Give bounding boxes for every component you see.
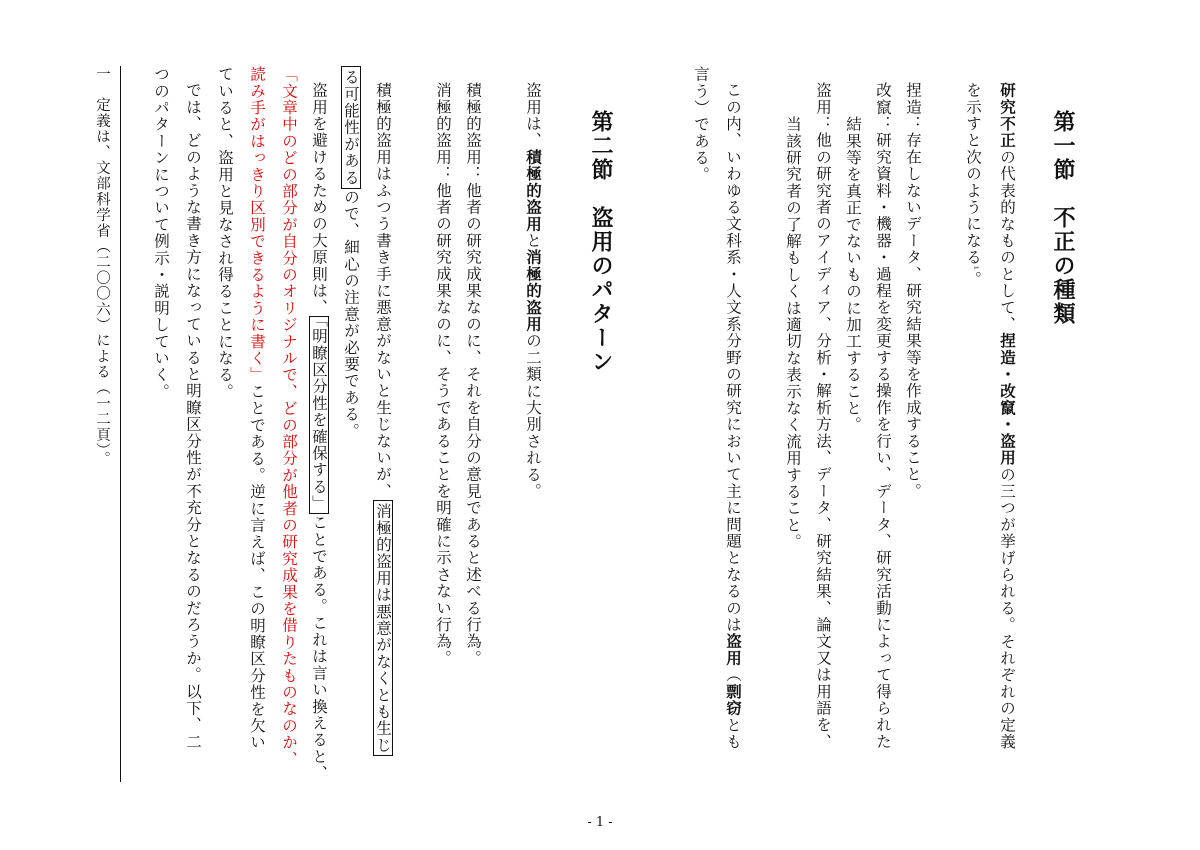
- definition-falsification-a: 改竄：研究資料・機器・過程を変更する操作を行い、データ、研究活動によって得られた: [874, 82, 892, 750]
- section1-intro-line1: 研究不正の代表的なものとして、捏造・改竄・盗用の三つが挙げられる。それぞれの定義: [998, 82, 1017, 751]
- page-number: - 1 -: [587, 815, 613, 830]
- emphasis-box: る可能性がある: [341, 66, 361, 189]
- section2-body-line1: 積極的盗用はふつう書き手に悪意がないと生じないが、消極的盗用は悪意がなくとも生じ: [372, 82, 394, 756]
- definition-active-plagiarism: 積極的盗用：他者の研究成果なのに、それを自分の意見であると述べる行為。: [464, 82, 482, 667]
- emphasis-box: 消極的盗用は悪意がなくとも生じ: [373, 500, 393, 757]
- footnote-marker: ¹: [968, 265, 979, 271]
- definition-fabrication: 捏造：存在しないデータ、研究結果等を作成すること。: [904, 82, 922, 500]
- definition-plagiarism-b: 当該研究者の了解もしくは適切な表示なく流用すること。: [784, 116, 802, 551]
- section2-intro: 盗用は、積極的盗用と消極的盗用の二類に大別される。: [524, 82, 543, 500]
- footnote: 一 定義は、文部科学省（二〇〇六）による（一二頁）。: [94, 66, 110, 467]
- section1-intro-line2: を示すと次のようになる¹。: [964, 82, 982, 288]
- emphasis-box: 「明瞭区分性を確保する」: [309, 316, 329, 515]
- section1-paragraph-line2: 言う）である。: [692, 66, 710, 183]
- section1-heading: 第一節 不正の種類: [1050, 110, 1076, 326]
- section1-paragraph-line1: この内、いわゆる文科系・人文系分野の研究において主に問題となるのは盗用（剽窃とも: [724, 82, 743, 751]
- term-three-types: 捏造・改竄・盗用: [998, 332, 1017, 467]
- footnote-separator: [120, 66, 121, 782]
- section2-heading: 第二節 盗用のパターン: [588, 110, 614, 374]
- section2-body-line6: ていると、盗用と見なされ得ることになる。: [216, 66, 234, 400]
- section2-body-line2: る可能性があるので、細心の注意が必要である。: [340, 66, 362, 439]
- section2-body-line8: つのパターンについて例示・説明していく。: [152, 66, 170, 400]
- definition-plagiarism-a: 盗用：他の研究者のアイディア、分析・解析方法、データ、研究結果、論文又は用語を、: [814, 82, 832, 750]
- definition-falsification-b: 結果等を真正でないものに加工すること。: [844, 116, 862, 434]
- section2-body-line5: 読み手がはっきり区別できるように書く」ことである。逆に言えば、この明瞭区分性を欠い: [248, 66, 266, 751]
- definition-passive-plagiarism: 消極的盗用：他者の研究成果なのに、そうであることを明確に示さない行為。: [434, 82, 452, 667]
- section2-body-line3: 盗用を避けるための大原則は、「明瞭区分性を確保する」ことである。これは言い換えると、: [310, 82, 328, 782]
- section2-body-line4: 「文章中のどの部分が自分のオリジナルで、どの部分が他者の研究成果を借りたものなのか、: [280, 66, 298, 768]
- term-research-misconduct: 研究不正: [998, 82, 1017, 149]
- section2-body-line7: では、どのような書き方になっていると明瞭区分性が不充分となるのだろうか。以下、二: [184, 82, 202, 750]
